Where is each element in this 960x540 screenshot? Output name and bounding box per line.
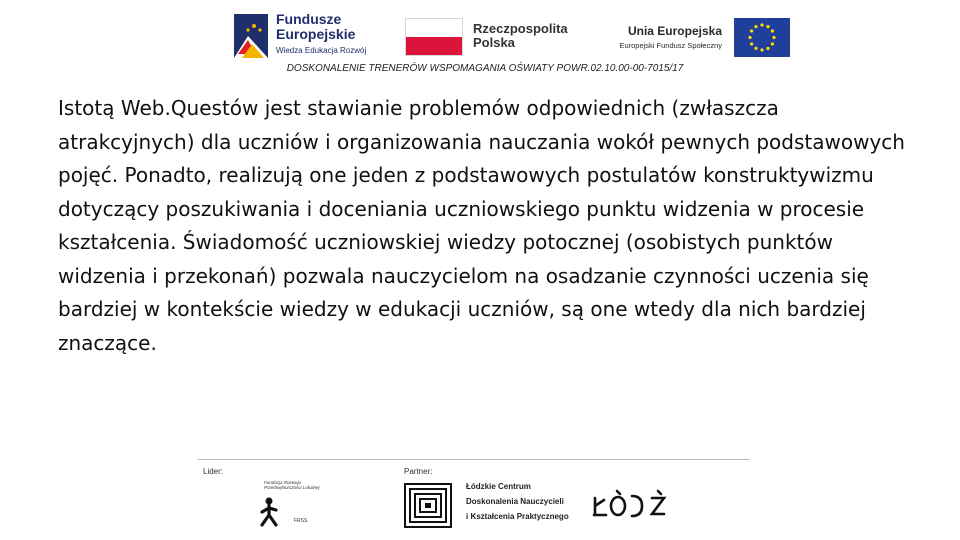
cdn-logo-line1: Łódzkie Centrum: [466, 482, 531, 491]
cdn-logo-line3: i Kształcenia Praktycznego: [466, 512, 569, 521]
lider-logo: [254, 480, 320, 530]
footer-divider: [198, 459, 750, 460]
cdn-logo-line2: Doskonalenia Nauczycieli: [466, 497, 564, 506]
eu-logo-line2: Europejski Fundusz Społeczny: [619, 41, 722, 50]
concentric-squares-icon: [404, 483, 452, 528]
lider-logo-abbr: FRSS: [294, 518, 308, 524]
unia-europejska-logo: [600, 18, 790, 58]
fe-logo-line2: Europejskie: [276, 26, 356, 42]
main-paragraph: Istotą Web.Questów jest stawianie problemów odpowiednich (zwłaszcza atrakcyjnych) dla uczniów i organizowania nauczania wokół pewnych podstawowych pojęć. Ponadto, realizują one jeden z podstawowych postulatów konstruktywizmu dotyczący poszukiwania i doceniania uczniowskiego punktu widzenia w procesie kształcenia. Świadomość uczniowskiej wiedzy potocznej (osobistych punktów widzenia i przekonań) pozwala nauczycielom na osadzanie czynności uczenia się bardziej w kontekście wiedzy w edukacji uczniów, są one wtedy dla nich bardziej znaczące.: [58, 96, 905, 355]
fe-logo-line3: Wiedza Edukacja Rozwój: [276, 46, 367, 55]
eu-logo-line1: Unia Europejska: [627, 24, 722, 38]
fe-logo-line1: Fundusze: [276, 11, 342, 27]
rzeczpospolita-polska-logo: [405, 18, 575, 58]
rp-logo-line2: Polska: [473, 35, 515, 50]
fundusze-europejskie-logo: [234, 12, 374, 60]
fundusze-europejskie-mark-icon: [234, 14, 268, 58]
walking-figure-icon: [258, 497, 280, 527]
lodz-city-logo-icon: [592, 488, 668, 518]
rp-logo-line1: Rzeczpospolita: [473, 21, 568, 36]
eu-flag-icon: [734, 18, 790, 57]
lider-logo-name: Fundacja Rozwoju Przedsiębiorczości Lokalnej: [264, 480, 320, 490]
lcdnikp-logo: [404, 480, 569, 530]
project-code: DOSKONALENIE TRENERÓW WSPOMAGANIA OŚWIATY POWR.02.10.00-00-7015/17: [286, 63, 684, 74]
lider-label: Lider:: [203, 467, 224, 476]
poland-flag-icon: [405, 18, 463, 56]
partner-label: Partner:: [404, 467, 433, 476]
